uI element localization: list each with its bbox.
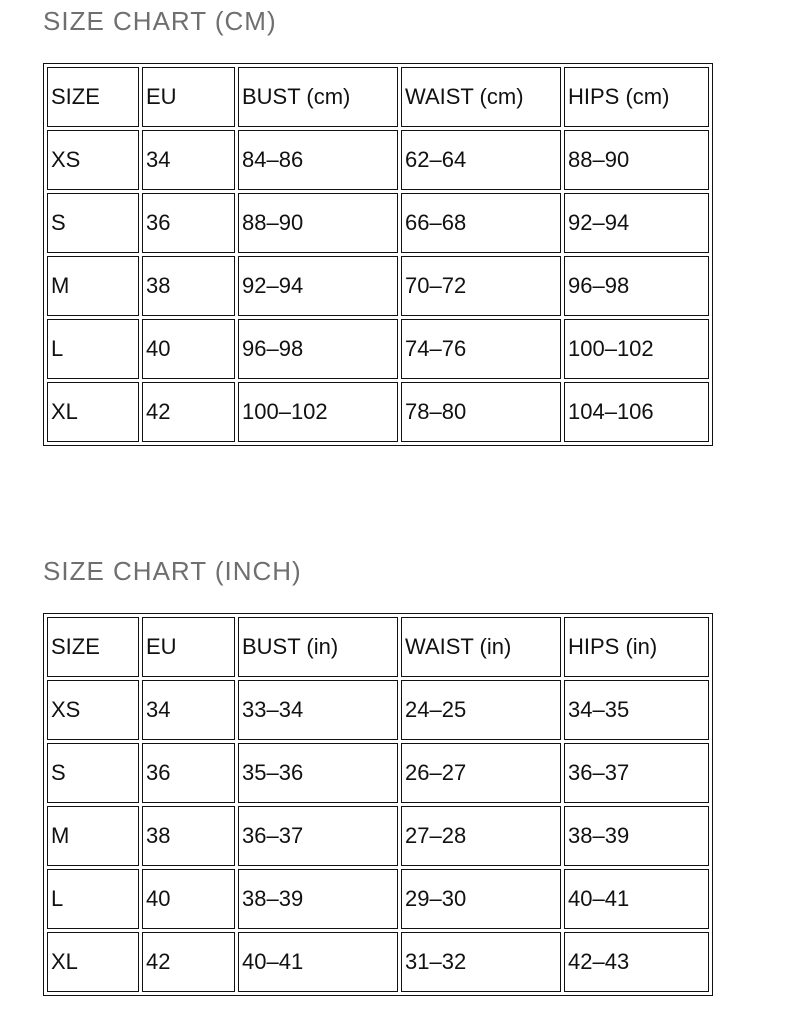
table-row xyxy=(47,130,709,190)
size-chart-inch-title: SIZE CHART (INCH) xyxy=(43,556,302,586)
cell-hips: 40–41 xyxy=(564,869,709,929)
header-cell-eu: EU xyxy=(142,617,235,677)
header-cell-size: SIZE xyxy=(47,617,139,677)
cell-bust: 35–36 xyxy=(238,743,398,803)
table-row xyxy=(47,382,709,442)
cell-size: XS xyxy=(47,130,139,190)
cell-eu: 40 xyxy=(142,869,235,929)
cell-size: S xyxy=(47,743,139,803)
cell-bust: 38–39 xyxy=(238,869,398,929)
cell-eu: 42 xyxy=(142,382,235,442)
cell-eu: 38 xyxy=(142,806,235,866)
cell-hips: 92–94 xyxy=(564,193,709,253)
cell-waist: 29–30 xyxy=(401,869,561,929)
cell-eu: 36 xyxy=(142,743,235,803)
table-row xyxy=(47,256,709,316)
header-cell-bust: BUST (in) xyxy=(238,617,398,677)
table-row xyxy=(47,193,709,253)
header-cell-eu: EU xyxy=(142,67,235,127)
cell-bust: 84–86 xyxy=(238,130,398,190)
cell-bust: 100–102 xyxy=(238,382,398,442)
cell-size: XS xyxy=(47,680,139,740)
cell-bust: 92–94 xyxy=(238,256,398,316)
cell-waist: 74–76 xyxy=(401,319,561,379)
table-header xyxy=(47,617,709,677)
cell-size: M xyxy=(47,806,139,866)
cell-eu: 40 xyxy=(142,319,235,379)
cell-eu: 34 xyxy=(142,130,235,190)
table-row xyxy=(47,869,709,929)
cell-waist: 31–32 xyxy=(401,932,561,992)
table-body xyxy=(47,130,709,442)
cell-hips: 36–37 xyxy=(564,743,709,803)
cell-waist: 62–64 xyxy=(401,130,561,190)
table-header xyxy=(47,67,709,127)
cell-hips: 38–39 xyxy=(564,806,709,866)
header-cell-waist: WAIST (cm) xyxy=(401,67,561,127)
header-cell-waist: WAIST (in) xyxy=(401,617,561,677)
cell-size: L xyxy=(47,869,139,929)
header-row xyxy=(47,617,709,677)
cell-eu: 34 xyxy=(142,680,235,740)
cell-waist: 26–27 xyxy=(401,743,561,803)
cell-waist: 70–72 xyxy=(401,256,561,316)
cell-waist: 24–25 xyxy=(401,680,561,740)
cell-size: M xyxy=(47,256,139,316)
cell-size: XL xyxy=(47,932,139,992)
cell-hips: 34–35 xyxy=(564,680,709,740)
cell-waist: 66–68 xyxy=(401,193,561,253)
cell-eu: 38 xyxy=(142,256,235,316)
size-chart-cm-title: SIZE CHART (CM) xyxy=(43,6,277,36)
header-cell-hips: HIPS (cm) xyxy=(564,67,709,127)
table-row xyxy=(47,743,709,803)
cell-size: L xyxy=(47,319,139,379)
cell-bust: 96–98 xyxy=(238,319,398,379)
table-row xyxy=(47,319,709,379)
size-chart-cm-table xyxy=(43,63,713,446)
cell-size: S xyxy=(47,193,139,253)
header-cell-hips: HIPS (in) xyxy=(564,617,709,677)
cell-hips: 88–90 xyxy=(564,130,709,190)
table-row xyxy=(47,932,709,992)
header-cell-size: SIZE xyxy=(47,67,139,127)
cell-waist: 78–80 xyxy=(401,382,561,442)
cell-eu: 42 xyxy=(142,932,235,992)
table-row xyxy=(47,806,709,866)
cell-bust: 33–34 xyxy=(238,680,398,740)
header-row xyxy=(47,67,709,127)
cell-eu: 36 xyxy=(142,193,235,253)
cell-size: XL xyxy=(47,382,139,442)
cell-waist: 27–28 xyxy=(401,806,561,866)
size-chart-inch-table xyxy=(43,613,713,996)
header-cell-bust: BUST (cm) xyxy=(238,67,398,127)
table-row xyxy=(47,680,709,740)
cell-bust: 40–41 xyxy=(238,932,398,992)
table-body xyxy=(47,680,709,992)
cell-hips: 100–102 xyxy=(564,319,709,379)
cell-bust: 36–37 xyxy=(238,806,398,866)
cell-hips: 96–98 xyxy=(564,256,709,316)
cell-hips: 42–43 xyxy=(564,932,709,992)
cell-bust: 88–90 xyxy=(238,193,398,253)
cell-hips: 104–106 xyxy=(564,382,709,442)
